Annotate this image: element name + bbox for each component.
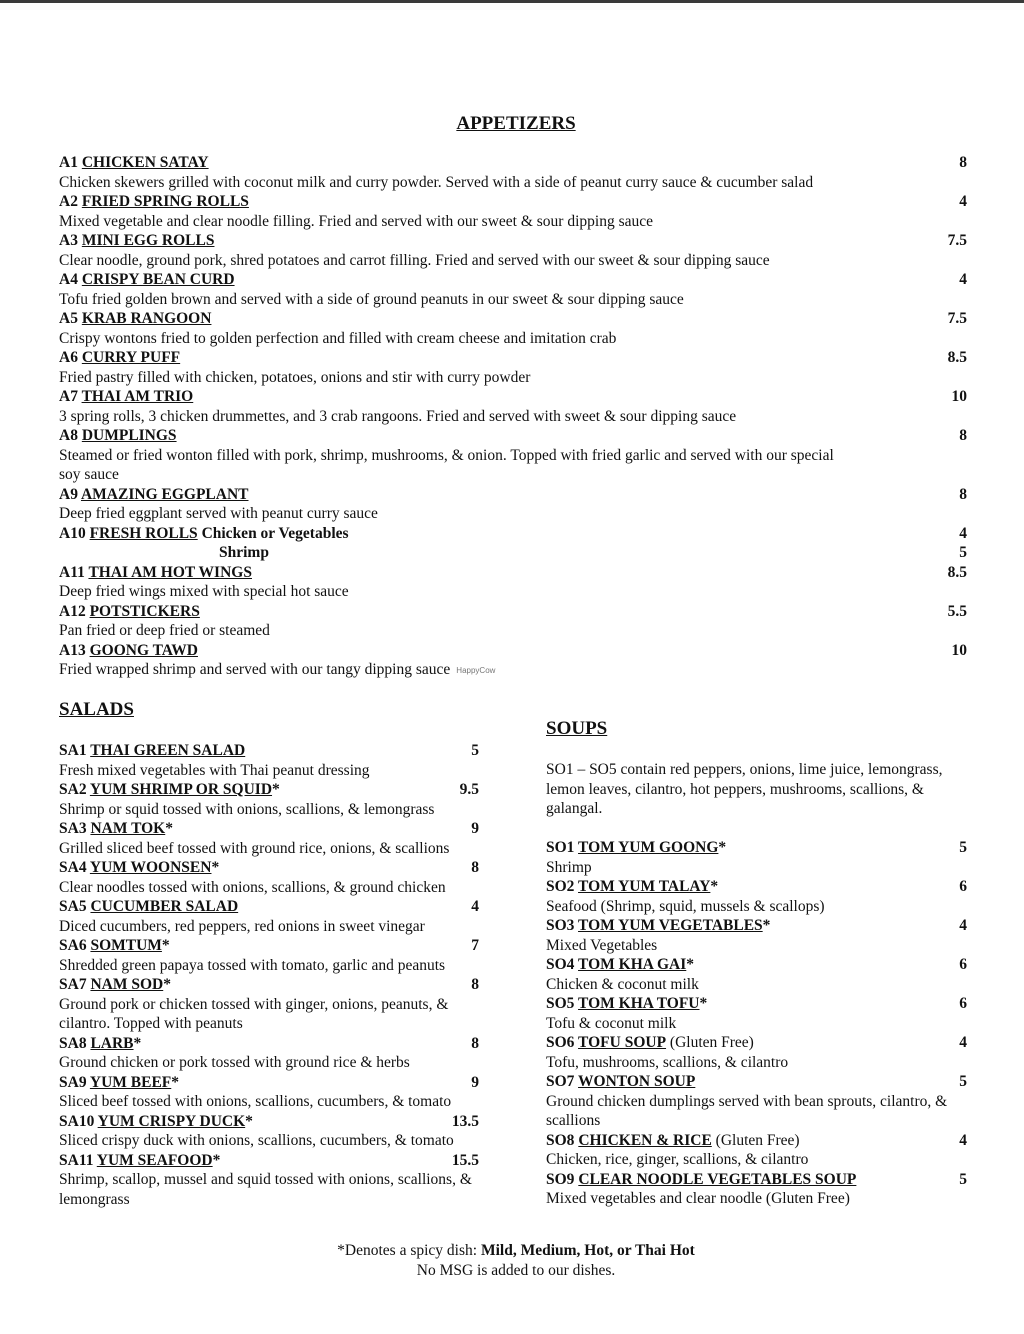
item-description: Fresh mixed vegetables with Thai peanut dressing — [59, 761, 370, 779]
item-price: 6 — [959, 956, 967, 973]
item-description: Pan fried or deep fried or steamed — [59, 622, 270, 639]
item-price: 8 — [471, 859, 479, 876]
menu-item — [59, 975, 491, 1034]
item-price: 4 — [959, 917, 967, 934]
menu-item — [59, 897, 491, 936]
item-price: 5 — [959, 1073, 967, 1090]
item-name: CHICKEN SATAY — [81, 154, 209, 171]
msg-note: No MSG is added to our dishes. — [416, 1262, 616, 1279]
item-code: SA5 — [59, 898, 87, 915]
item-price: 4 — [959, 271, 967, 288]
spicy-marker: * — [133, 1034, 142, 1052]
item-name: YUM CRISPY DUCK — [97, 1112, 246, 1130]
spicy-marker: * — [699, 995, 708, 1012]
item-price: 4 — [959, 193, 967, 210]
spicy-marker: * — [686, 956, 695, 973]
item-code: A12 — [59, 602, 86, 620]
spicy-marker: * — [161, 937, 170, 954]
item-code: SA1 — [59, 742, 87, 759]
menu-item — [59, 192, 967, 231]
spicy-legend — [0, 1241, 1024, 1261]
item-name: TOM YUM TALAY — [578, 878, 711, 895]
item-name: YUM WOONSEN — [89, 859, 212, 876]
menu-item — [59, 309, 967, 348]
item-code: SO3 — [546, 917, 575, 934]
item-description: Fried pastry filled with chicken, potatoes, onions and stir with curry powder — [59, 368, 531, 386]
item-name: WONTON SOUP — [578, 1073, 696, 1090]
spicy-marker: * — [171, 1073, 180, 1091]
item-code: SA3 — [59, 820, 87, 837]
menu-item — [59, 641, 967, 681]
menu-item — [59, 741, 491, 780]
item-price: 8 — [471, 976, 479, 993]
item-name: KRAB RANGOON — [81, 310, 212, 327]
spicy-marker: * — [211, 859, 220, 876]
item-price: 8 — [959, 485, 967, 503]
menu-item — [546, 877, 967, 916]
item-code: A3 — [59, 232, 78, 249]
item-code: SO9 — [546, 1170, 575, 1188]
item-price: 6 — [959, 995, 967, 1012]
item-name: THAI AM HOT WINGS — [88, 563, 252, 581]
item-price: 5.5 — [947, 602, 967, 620]
item-code: SO5 — [546, 995, 575, 1012]
item-code: SA2 — [59, 781, 87, 798]
item-name: AMAZING EGGPLANT — [80, 485, 249, 503]
item-price: 9 — [471, 820, 479, 837]
item-name: CHICKEN & RICE — [578, 1131, 712, 1149]
appetizers-title: APPETIZERS — [456, 113, 576, 134]
item-option: Shrimp — [219, 544, 269, 561]
menu-item — [546, 1170, 967, 1209]
menu-item — [59, 936, 491, 975]
item-code: SO8 — [546, 1131, 575, 1149]
item-name: TOM KHA TOFU — [578, 995, 700, 1012]
menu-item — [59, 270, 967, 309]
item-price: 9.5 — [459, 781, 479, 798]
item-code: A8 — [59, 427, 78, 444]
item-description: Deep fried wings mixed with special hot sauce — [59, 583, 349, 600]
menu-item — [59, 485, 967, 524]
menu-item — [59, 780, 491, 819]
menu-item — [59, 858, 491, 897]
item-name: POTSTICKERS — [89, 602, 200, 620]
menu-item — [59, 231, 967, 270]
item-code: A11 — [59, 563, 85, 581]
item-description: Mixed Vegetables — [546, 936, 658, 954]
item-code: SA8 — [59, 1034, 87, 1052]
item-code: A1 — [59, 154, 78, 171]
item-name: THAI GREEN SALAD — [90, 742, 246, 759]
menu-item — [546, 1131, 967, 1170]
item-description: Tofu fried golden brown and served with a side of ground peanuts in our sweet & sour dipping sauce — [59, 290, 684, 308]
menu-item — [59, 819, 491, 858]
item-name: NAM TOK — [90, 820, 166, 837]
item-description: Chicken, rice, ginger, scallions, & cilantro — [546, 1151, 809, 1168]
item-code: A9 — [59, 485, 78, 503]
item-price: 6 — [959, 878, 967, 895]
salads-list — [59, 741, 491, 1209]
item-price: 7 — [471, 937, 479, 954]
salads-title: SALADS — [59, 699, 134, 720]
item-price: 4 — [959, 1034, 967, 1051]
item-description: Mixed vegetables and clear noodle (Gluten Free) — [546, 1190, 850, 1207]
item-code: A2 — [59, 193, 78, 210]
item-note: (Gluten Free) — [666, 1034, 754, 1051]
item-description: Mixed vegetable and clear noodle filling. Fried and served with our sweet & sour dipping sauce — [59, 212, 654, 230]
spicy-legend-prefix: *Denotes a spicy dish: — [337, 1242, 481, 1259]
item-code: SA9 — [59, 1073, 87, 1091]
item-price: 8 — [959, 427, 967, 444]
item-price: 10 — [951, 641, 967, 659]
item-price: 5 — [959, 1170, 967, 1188]
item-description: Sliced beef tossed with onions, scallions, cucumbers, & tomato — [59, 1093, 452, 1110]
item-name: NAM SOD — [90, 976, 164, 993]
item-description: Ground pork or chicken tossed with ginger, onions, peanuts, & cilantro. Topped with peanuts — [59, 995, 449, 1032]
item-name: FRIED SPRING ROLLS — [81, 193, 249, 210]
item-name: TOM KHA GAI — [578, 956, 687, 973]
item-name: YUM SHRIMP OR SQUID — [89, 781, 273, 798]
spicy-marker: * — [165, 820, 173, 837]
item-description: Tofu & coconut milk — [546, 1014, 677, 1032]
item-name: LARB — [90, 1034, 134, 1052]
item-note: (Gluten Free) — [711, 1131, 800, 1149]
item-price: 8.5 — [947, 563, 967, 581]
item-price: 5 — [471, 742, 479, 759]
item-description: Seafood (Shrimp, squid, mussels & scallops) — [546, 897, 825, 915]
item-description: Ground chicken or pork tossed with ground rice & herbs — [59, 1054, 410, 1071]
item-description: Ground chicken dumplings served with bean sprouts, cilantro, & scallions — [546, 1092, 948, 1129]
item-description: Clear noodle, ground pork, shred potatoes and carrot filling. Fried and served with our sweet & sour dipping sauce — [59, 251, 770, 269]
appetizers-list — [59, 153, 967, 680]
item-name: CUCUMBER SALAD — [90, 898, 239, 915]
item-description: Chicken skewers grilled with coconut milk and curry powder. Served with a side of peanut curry sauce & cucumber salad — [59, 173, 814, 191]
menu-item — [546, 838, 967, 877]
item-name: TOM YUM VEGETABLES — [578, 917, 763, 934]
item-price: 13.5 — [451, 1112, 479, 1130]
soups-intro: SO1 – SO5 contain red peppers, onions, lime juice, lemongrass, lemon leaves, cilantro, hot peppers, mushrooms, scallions, & galangal. — [546, 761, 943, 817]
item-code: A4 — [59, 271, 78, 288]
item-name: CRISPY BEAN CURD — [81, 271, 235, 288]
item-price: 8.5 — [947, 349, 967, 366]
item-code: SA7 — [59, 976, 87, 993]
menu-item — [59, 563, 967, 602]
item-description: Fried wrapped shrimp and served with our tangy dipping sauce — [59, 661, 451, 678]
item-code: SA10 — [59, 1112, 95, 1130]
item-code: SO7 — [546, 1073, 575, 1090]
item-code: A13 — [59, 641, 86, 659]
item-description: Grilled sliced beef tossed with ground rice, onions, & scallions — [59, 839, 450, 857]
menu-item — [59, 153, 967, 192]
menu-item — [59, 1073, 491, 1112]
item-price: 4 — [959, 524, 967, 542]
item-name: YUM SEAFOOD — [96, 1151, 213, 1169]
menu-item — [59, 1112, 491, 1151]
item-description: Shrimp or squid tossed with onions, scallions, & lemongrass — [59, 800, 435, 818]
soups-list — [546, 760, 967, 1209]
top-border — [0, 0, 1024, 3]
item-price: 4 — [471, 898, 479, 915]
item-name: CLEAR NOODLE VEGETABLES SOUP — [578, 1170, 857, 1188]
item-description: 3 spring rolls, 3 chicken drummettes, and 3 crab rangoons. Fried and served with sweet & sour dipping sauce — [59, 407, 737, 425]
menu-item — [59, 602, 967, 641]
soups-title: SOUPS — [546, 718, 608, 739]
menu-item — [546, 994, 967, 1033]
spicy-marker: * — [212, 1151, 221, 1169]
item-price: 10 — [951, 388, 967, 405]
item-code: A7 — [59, 388, 78, 405]
item-price: 4 — [959, 1131, 967, 1149]
item-description: Shrimp — [546, 858, 592, 876]
item-name: TOM YUM GOONG — [578, 839, 719, 856]
item-price: 15.5 — [451, 1151, 479, 1169]
menu-item — [546, 1033, 967, 1072]
item-description: Crispy wontons fried to golden perfection and filled with cream cheese and imitation crab — [59, 329, 617, 347]
menu-item — [59, 1034, 491, 1073]
item-description: Steamed or fried wonton filled with pork, shrimp, mushrooms, & onion. Topped with fried garlic and served with our special soy sauce — [59, 446, 834, 483]
item-name: SOMTUM — [90, 937, 162, 954]
item-code: A6 — [59, 349, 78, 366]
watermark: HappyCow — [456, 665, 496, 675]
item-option: Chicken or Vegetables — [201, 524, 349, 542]
item-name: TOFU SOUP — [578, 1034, 667, 1051]
item-description: Chicken & coconut milk — [546, 975, 699, 993]
menu-item — [546, 1072, 967, 1131]
item-description: Shredded green papaya tossed with tomato, garlic and peanuts — [59, 956, 446, 974]
footer — [0, 1241, 1024, 1281]
menu-item — [59, 426, 967, 485]
item-description: Clear noodles tossed with onions, scallions, & ground chicken — [59, 878, 446, 896]
item-price: 5 — [959, 544, 967, 561]
item-code: A5 — [59, 310, 78, 327]
item-name: FRESH ROLLS — [89, 524, 198, 542]
item-description: Sliced crispy duck with onions, scallions, cucumbers, & tomato — [59, 1132, 454, 1149]
item-name: DUMPLINGS — [81, 427, 177, 444]
item-price: 7.5 — [947, 232, 967, 249]
item-name: MINI EGG ROLLS — [81, 232, 215, 249]
item-price: 8 — [471, 1034, 479, 1052]
item-description: Shrimp, scallop, mussel and squid tossed with onions, scallions, & lemongrass — [59, 1171, 472, 1208]
item-description: Tofu, mushrooms, scallions, & cilantro — [546, 1053, 789, 1071]
item-code: SO2 — [546, 878, 575, 895]
menu-item — [59, 348, 967, 387]
spicy-marker: * — [163, 976, 171, 993]
menu-item — [546, 955, 967, 994]
item-code: A10 — [59, 524, 86, 542]
spicy-marker: * — [272, 781, 280, 798]
item-description: Deep fried eggplant served with peanut curry sauce — [59, 505, 378, 522]
item-code: SA11 — [59, 1151, 94, 1169]
menu-item — [59, 1151, 491, 1210]
item-price: 8 — [959, 154, 967, 171]
spicy-marker: * — [245, 1112, 253, 1130]
item-name: CURRY PUFF — [81, 349, 181, 366]
item-code: SO1 — [546, 839, 575, 856]
item-code: SO6 — [546, 1034, 575, 1051]
item-price: 9 — [471, 1073, 479, 1091]
item-name: YUM BEEF — [89, 1073, 172, 1091]
item-code: SA4 — [59, 859, 87, 876]
menu-item — [59, 524, 967, 563]
spicy-levels: Mild, Medium, Hot, or Thai Hot — [480, 1242, 695, 1259]
item-code: SO4 — [546, 956, 575, 973]
item-price: 7.5 — [947, 310, 967, 327]
item-name: GOONG TAWD — [89, 641, 198, 659]
menu-item — [59, 387, 967, 426]
spicy-marker: * — [710, 878, 719, 895]
item-code: SA6 — [59, 937, 87, 954]
item-description: Diced cucumbers, red peppers, red onions in sweet vinegar — [59, 917, 425, 935]
item-name: THAI AM TRIO — [81, 388, 194, 405]
spicy-marker: * — [762, 917, 771, 934]
item-price: 5 — [959, 839, 967, 856]
spicy-marker: * — [718, 839, 727, 856]
menu-item — [546, 916, 967, 955]
